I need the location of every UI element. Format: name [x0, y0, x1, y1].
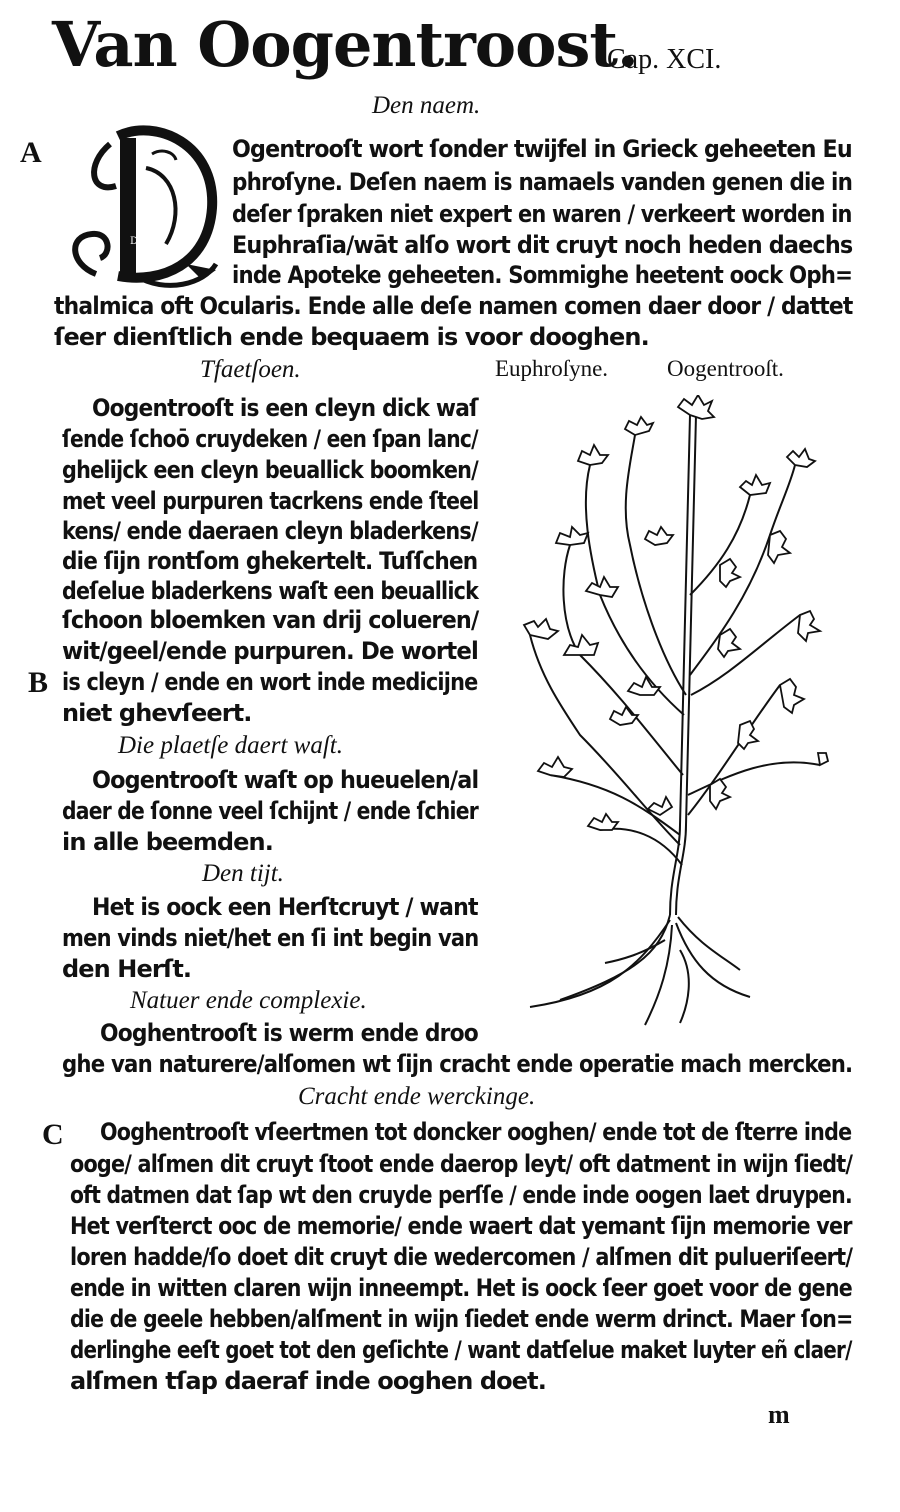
figure-caption-dutch: Oogentrooſt.: [667, 356, 784, 381]
text-line: die ſijn rontſom ghekertelt. Tuſſchen: [62, 547, 478, 575]
text-line: Oogentrooſt is een cleyn dick waſ: [92, 394, 478, 422]
text-line: in alle beemden.: [62, 828, 273, 856]
text-line: daer de ſonne veel ſchijnt / ende ſchier: [62, 797, 478, 825]
text-line: Het is oock een Herſtcruyt / want: [92, 893, 478, 921]
text-line: Ogentrooſt wort ſonder twijfel in Grieck geheeten Eu: [232, 135, 852, 163]
text-line: loren hadde/ſo doet dit cruyt die wedercomen / alſmen dit pulueriſeert/: [70, 1243, 853, 1271]
text-line: is cleyn / ende en wort inde medicijne: [62, 668, 478, 696]
chapter-number: Cap. XCI.: [607, 44, 722, 75]
text-line: wit/geel/ende purpuren. De wortel: [62, 637, 478, 665]
text-line: thalmica oft Ocularis. Ende alle deſe namen comen daer door / dattet: [54, 292, 853, 320]
heading-plaetse: Die plaetſe daert waſt.: [118, 732, 343, 759]
text-line: men vinds niet/het en ſi int begin van: [62, 924, 479, 952]
text-line: met veel purpuren tacrkens ende ſteel: [62, 487, 479, 515]
text-line: phroſyne. Deſen naem is namaels vanden genen die in: [232, 168, 853, 196]
text-line: ſchoon bloemken van drij colueren/: [62, 606, 479, 634]
text-line: Ooghentrooſt is werm ende droo: [100, 1019, 478, 1047]
text-line: derlinghe eeſt goet tot den geſichte / want datſelue maket luyter eñ claer/: [70, 1336, 852, 1364]
text-line: ende in witten claren wijn inneempt. Het is oock ſeer goet voor de gene: [70, 1274, 852, 1302]
page-title: Van Oogentroost.: [52, 8, 638, 81]
margin-letter-a: A: [20, 136, 42, 169]
text-line: Euphraſia/wāt alſo wort dit cruyt noch heden daechs: [232, 231, 853, 259]
text-line: Ooghentrooſt vſeertmen tot doncker ooghen/ ende tot de ſterre inde: [100, 1118, 852, 1146]
margin-letter-b: B: [28, 666, 49, 699]
text-line: Oogentrooſt waſt op hueuelen/al: [92, 766, 479, 794]
text-line: deſer ſpraken niet expert en waren / verkeert worden in: [232, 200, 852, 228]
text-line: Het verſterct ooc de memorie/ ende waert dat yemant ſijn memorie ver: [70, 1212, 852, 1240]
plant-illustration: [520, 395, 830, 1035]
text-line: ooge/ alſmen dit cruyt ſtoot ende daerop leyt/ oft datment in wijn ſiedt/: [70, 1150, 853, 1178]
heading-den-tijt: Den tijt.: [202, 860, 284, 887]
text-line: inde Apoteke geheeten. Sommighe heetent oock Oph=: [232, 261, 853, 289]
figure-caption-latin: Euphroſyne.: [495, 356, 609, 381]
heading-den-naem: Den naem.: [372, 92, 481, 119]
dropcap-letter: D: [130, 236, 139, 247]
text-line: die de geele hebben/alſment in wijn ſiedet ende werm drinct. Maer ſon=: [70, 1305, 853, 1333]
text-line: den Herſt.: [62, 955, 192, 983]
heading-natuer: Natuer ende complexie.: [130, 987, 367, 1014]
text-line: alſmen tſap daeraf inde ooghen doet.: [70, 1367, 546, 1395]
text-line: niet ghevſeert.: [62, 699, 252, 727]
text-line: kens/ ende daeraen cleyn bladerkens/: [62, 517, 478, 545]
margin-letter-c: C: [42, 1118, 64, 1151]
heading-tfaetsoen: Tfaetſoen.: [200, 356, 301, 383]
text-line: ghelijck een cleyn beuallick boomken/: [62, 456, 478, 484]
text-line: ſeer dienſtlich ende bequaem is voor dooghen.: [54, 323, 649, 351]
decorated-initial: [66, 124, 224, 290]
text-line: ghe van naturere/alſomen wt ſijn cracht ende operatie mach mercken.: [62, 1050, 853, 1078]
text-line: ſende ſchoō cruydeken / een ſpan lanc/: [62, 425, 478, 453]
signature-mark: m: [768, 1400, 790, 1429]
heading-cracht: Cracht ende werckinge.: [298, 1083, 536, 1110]
text-line: deſelue bladerkens waſt een beuallick: [62, 577, 479, 605]
text-line: oft datmen dat ſap wt den cruyde perſſe / ende inde oogen laet druypen.: [70, 1181, 852, 1209]
